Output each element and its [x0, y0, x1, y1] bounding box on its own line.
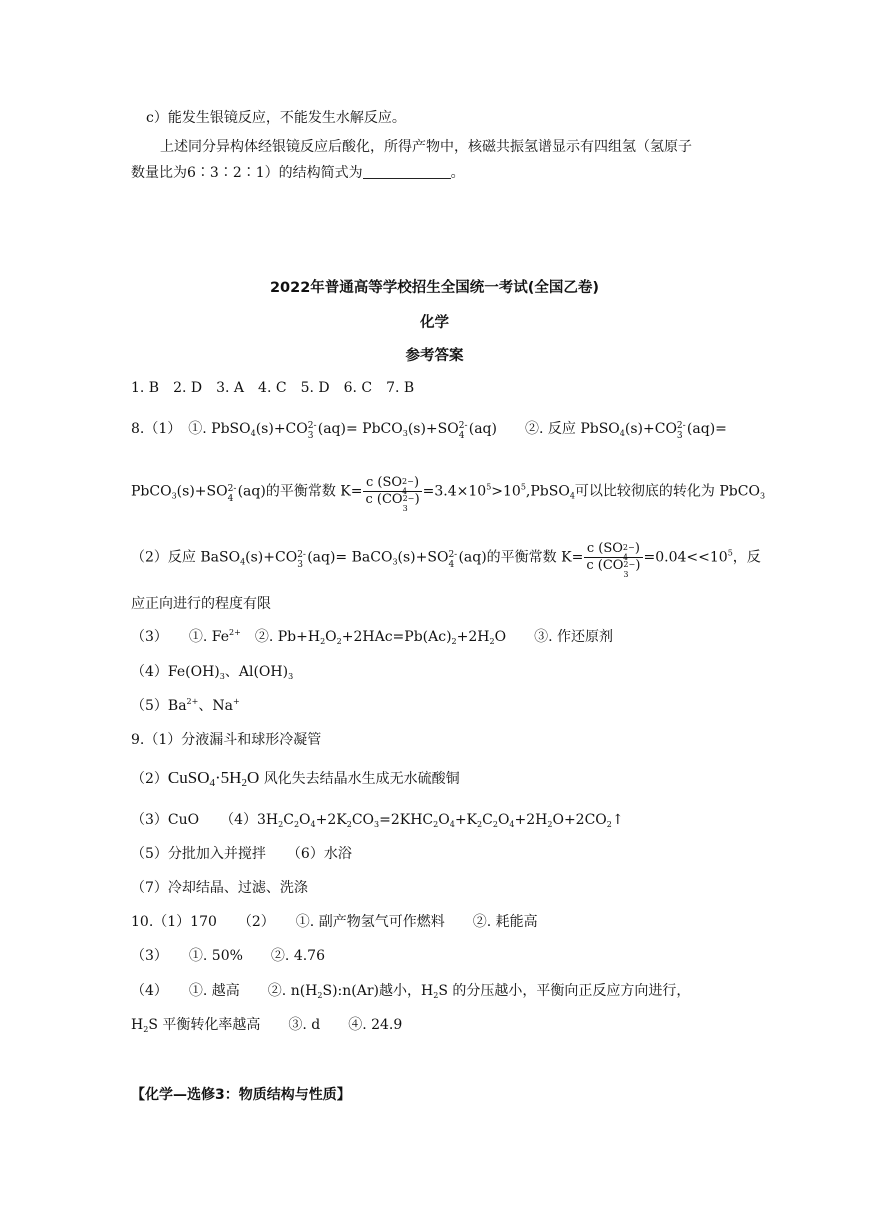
answer-heading: 参考答案 — [405, 348, 464, 364]
question-paragraph-line-2: 数量比为6∶3∶2∶1）的结构简式为 。 — [131, 165, 465, 181]
q10-line-3: （4） ①. 越高 ②. $n(H_2S):n(Ar)$越小，$H_2S$ 的分压越小，平衡向正反应方向进行， — [131, 983, 691, 1000]
section-heading: 【化学—选修3：物质结构与性质】 — [131, 1087, 351, 1103]
multiple-choice-answers: 1. B 2. D 3. A 4. C 5. D 6. C 7. B — [131, 380, 415, 396]
q9-line-5: （7）冷却结晶、过滤、洗涤 — [131, 880, 308, 896]
equilibrium-constant-fraction-2: c (SO 2− 4 ) c (CO 2− 3 ) — [586, 541, 641, 579]
q10-line-4: $H_2S$ 平衡转化率越高 ③. d ④. 24.9 — [131, 1017, 403, 1034]
q8-line-7: $(5)Ba^{2+}$、Na+ — [131, 697, 240, 714]
q10-line-1: 10.（1）170 （2） ①. 副产物氢气可作燃料 ②. 耗能高 — [131, 914, 538, 930]
q8-line-5: （3） ①. $Fe^{2+}$ ②. $Pb+H_2O_2+2HAc=Pb(Ac)_2+2H_2O$ ③. 作还原剂 — [131, 628, 613, 646]
q10-line-2: （3） ①. 50% ②. 4.76 — [131, 948, 325, 964]
answer-blank — [363, 164, 451, 179]
q8-line-2: PbCO$_3$(s)+SO 2- 4 (aq)的平衡常数 K= c (SO 2− 4 ) c (CO 2− 3 ) $=3.4\times 10^5>10^5,PbSO_4$可以比较彻底的转化为 PbCO$_3$ — [131, 475, 766, 513]
q8-line-3: （2）反应 BaSO$_4$(s)+CO 2- 3 (aq)= BaCO$_3$(s)+SO 2- 4 (aq)的平衡常数 K= c (SO 2− 4 ) c (CO 2− 3 ) $=0.04<<10^5$，反 — [131, 541, 761, 579]
q9-line-2: $(2)CuSO_4\cdot 5H_2O$ 风化失去结晶水生成无水硫酸铜 — [131, 768, 460, 789]
q8-line-1: 8.（1） ①. PbSO$_4$(s)+CO 2- 3 (aq)= PbCO$_3$(s)+SO 2- 4 (aq) ②. 反应 PbSO$_4$(s)+CO 2- 3 (aq)= — [131, 421, 727, 441]
option-c-line: c）能发生银镜反应，不能发生水解反应。 — [146, 110, 406, 126]
exam-title: 2022年普通高等学校招生全国统一考试(全国乙卷) — [269, 280, 600, 296]
q9-line-4: （5）分批加入并搅拌 （6）水浴 — [131, 846, 352, 862]
q8-line-6: $(4)Fe(OH)_3$、$Al(OH)_3$ — [131, 664, 294, 681]
equilibrium-constant-fraction: c (SO 2− 4 ) c (CO 2− 3 ) — [365, 475, 420, 513]
q8-line-4: 应正向进行的程度有限 — [131, 596, 271, 612]
q9-line-3: （3）CuO $(4)3H_2C_2O_4+2K_2CO_3=2KHC_2O_4+K_2C_2O_4+2H_2O+2CO_2↑$ — [131, 812, 624, 829]
q9-line-1: 9.（1）分液漏斗和球形冷凝管 — [131, 732, 322, 748]
question-paragraph-line-1: 上述同分异构体经银镜反应后酸化，所得产物中，核磁共振氢谱显示有四组氢（氢原子 — [160, 139, 692, 155]
subject-title: 化学 — [420, 315, 449, 331]
